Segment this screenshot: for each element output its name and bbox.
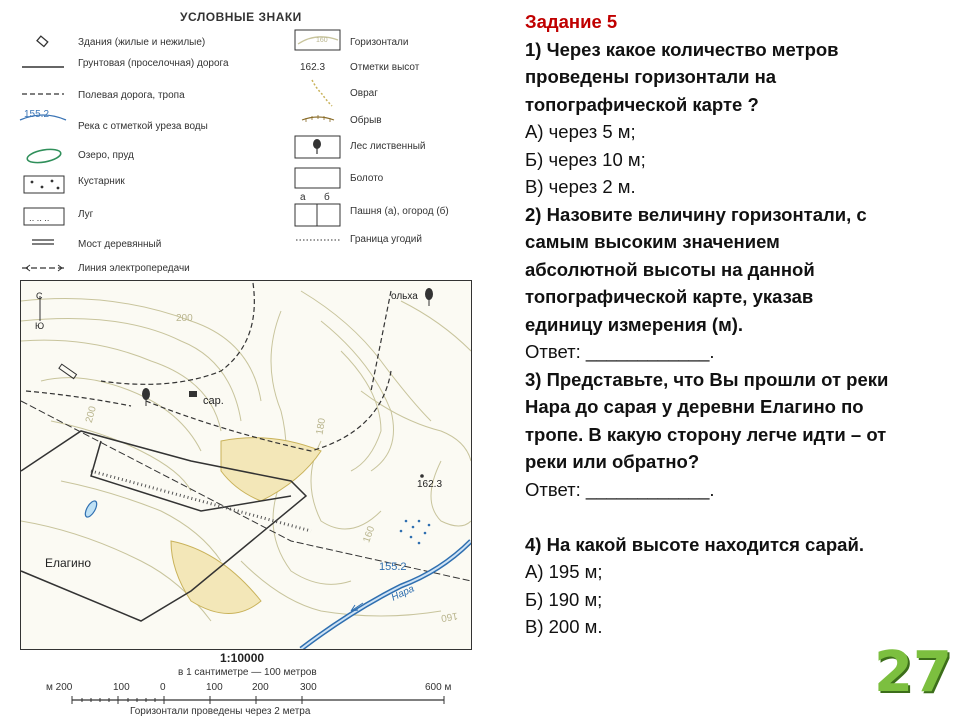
scale-tick-200: 200 bbox=[252, 682, 269, 693]
scale-tick-m200: м 200 bbox=[46, 682, 73, 693]
q4-option-c: В) 200 м. bbox=[525, 616, 603, 637]
legend-item-boundary: Граница угодий bbox=[350, 234, 422, 245]
scale-note: в 1 сантиметре — 100 метров bbox=[178, 667, 317, 678]
legend-item-meadow: Луг bbox=[78, 209, 94, 220]
legend-field-b: б bbox=[324, 192, 330, 203]
q4-option-a: А) 195 м; bbox=[525, 561, 603, 582]
swamp-icon bbox=[295, 168, 340, 188]
task-block bbox=[525, 8, 950, 641]
shrub-icon bbox=[24, 176, 64, 193]
building-icon bbox=[37, 36, 48, 46]
roads bbox=[26, 283, 391, 451]
field-icon bbox=[295, 204, 340, 226]
q2-line-5: единицу измерения (м). bbox=[525, 313, 744, 335]
lake-icon bbox=[26, 147, 62, 165]
legend-item-dirt-road: Грунтовая (проселочная) дорога bbox=[78, 58, 229, 69]
alder-tree-icon bbox=[425, 288, 433, 306]
legend-symbols-right bbox=[294, 28, 342, 248]
q2-line-2: самым высоким значением bbox=[525, 231, 780, 252]
barn-label: сар. bbox=[203, 395, 224, 407]
contour-icon bbox=[295, 30, 340, 50]
scale-tick-100b: 100 bbox=[206, 682, 223, 693]
legend-symbols-left bbox=[18, 30, 68, 275]
q4-option-b: Б) 190 м; bbox=[525, 588, 603, 610]
q1-option-c: В) через 2 м. bbox=[525, 176, 636, 197]
contour-label-180: 180 bbox=[314, 417, 329, 436]
q2-line-1: 2) Назовите величину горизонтали, с bbox=[525, 203, 867, 225]
q2-line-3: абсолютной высоты на данной bbox=[525, 258, 815, 280]
ravine-areas bbox=[171, 438, 321, 614]
scale-bar bbox=[70, 694, 450, 706]
q3-line-2: Нара до сарая у деревни Елагино по bbox=[525, 396, 864, 417]
contour-sample-label: 160 bbox=[316, 37, 328, 44]
contour-label-200-top: 200 bbox=[176, 313, 193, 324]
legend-item-buildings: Здания (жилые и нежилые) bbox=[78, 37, 206, 48]
legend-title: УСЛОВНЫЕ ЗНАКИ bbox=[180, 10, 302, 24]
height-mark-dot bbox=[420, 474, 424, 478]
page-number: 27 bbox=[874, 640, 952, 705]
q1-option-a: А) через 5 м; bbox=[525, 121, 636, 142]
barn-icon bbox=[189, 391, 197, 397]
q2-line-4: топографической карте, указав bbox=[525, 286, 814, 307]
spacer bbox=[525, 503, 950, 531]
legend-item-shrub: Кустарник bbox=[78, 176, 125, 187]
legend-item-ravine: Овраг bbox=[350, 88, 378, 99]
meadow-icon bbox=[24, 208, 64, 225]
legend-field-a: а bbox=[300, 192, 306, 203]
q3-line-1: 3) Представьте, что Вы прошли от реки bbox=[525, 368, 889, 390]
legend-item-bridge: Мост деревянный bbox=[78, 239, 162, 250]
scale-tick-600: 600 м bbox=[425, 682, 452, 693]
q1-line-2: проведены горизонтали на bbox=[525, 66, 777, 87]
scale-tick-0: 0 bbox=[160, 682, 166, 693]
q3-line-3: тропе. В какую сторону легче идти – от bbox=[525, 423, 887, 445]
bridge-icon bbox=[32, 240, 54, 244]
q1-option-b: Б) через 10 м; bbox=[525, 148, 646, 170]
river-mark-label: 155.2 bbox=[379, 561, 407, 573]
topographic-map bbox=[20, 280, 472, 650]
legend-item-cliff: Обрыв bbox=[350, 115, 382, 126]
legend-item-height-marks: Отметки высот bbox=[350, 62, 420, 73]
swamp-area bbox=[400, 520, 431, 545]
scale-ratio: 1:10000 bbox=[220, 651, 265, 665]
compass-north: С bbox=[36, 291, 43, 301]
legend-item-powerline: Линия электропередачи bbox=[78, 263, 190, 274]
height-mark-label: 162.3 bbox=[417, 479, 443, 490]
building-icon bbox=[59, 364, 77, 378]
scale-footer: Горизонтали проведены через 2 метра bbox=[130, 706, 311, 717]
q2-answer: Ответ: ____________. bbox=[525, 341, 715, 362]
deciduous-forest-icon bbox=[295, 136, 340, 158]
village-label: Елагино bbox=[45, 556, 92, 570]
ravine-icon bbox=[312, 80, 332, 106]
river-name-label: Нара bbox=[389, 583, 417, 604]
contour-label-200-left: 200 bbox=[83, 405, 99, 424]
svg-text:‥ ‥ ‥: ‥ ‥ ‥ bbox=[29, 214, 50, 223]
compass-south: Ю bbox=[35, 321, 45, 331]
contour-label-160: 160 bbox=[361, 524, 378, 545]
legend-item-field: Пашня (а), огород (б) bbox=[350, 206, 449, 217]
q3-line-4: реки или обратно? bbox=[525, 451, 700, 472]
legend-item-forest: Лес лиственный bbox=[350, 141, 426, 152]
legend-item-river: Река с отметкой уреза воды bbox=[78, 121, 208, 132]
powerline-icon bbox=[22, 265, 64, 271]
legend-item-lake: Озеро, пруд bbox=[78, 150, 134, 161]
tree-icon bbox=[142, 388, 150, 406]
legend-height-mark-sample: 162.3 bbox=[300, 62, 326, 73]
river-nara bbox=[301, 541, 471, 649]
q3-answer: Ответ: ____________. bbox=[525, 478, 715, 500]
alder-label: ольха bbox=[391, 291, 418, 302]
q4-line: 4) На какой высоте находится сарай. bbox=[525, 533, 864, 555]
task-title: Задание 5 bbox=[525, 11, 618, 32]
legend-river-mark: 155.2 bbox=[24, 109, 50, 120]
q1-line-1: 1) Через какое количество метров bbox=[525, 38, 839, 60]
contour-label-160-bottom: 160 bbox=[440, 609, 459, 624]
scale-tick-100a: 100 bbox=[113, 682, 130, 693]
pond bbox=[83, 499, 99, 519]
legend-item-contours: Горизонтали bbox=[350, 37, 409, 48]
legend-item-field-road: Полевая дорога, тропа bbox=[78, 90, 185, 101]
legend-item-swamp: Болото bbox=[350, 173, 384, 184]
cliff-icon bbox=[302, 115, 334, 122]
q1-line-3: топографической карте ? bbox=[525, 93, 759, 115]
scale-tick-300: 300 bbox=[300, 682, 317, 693]
